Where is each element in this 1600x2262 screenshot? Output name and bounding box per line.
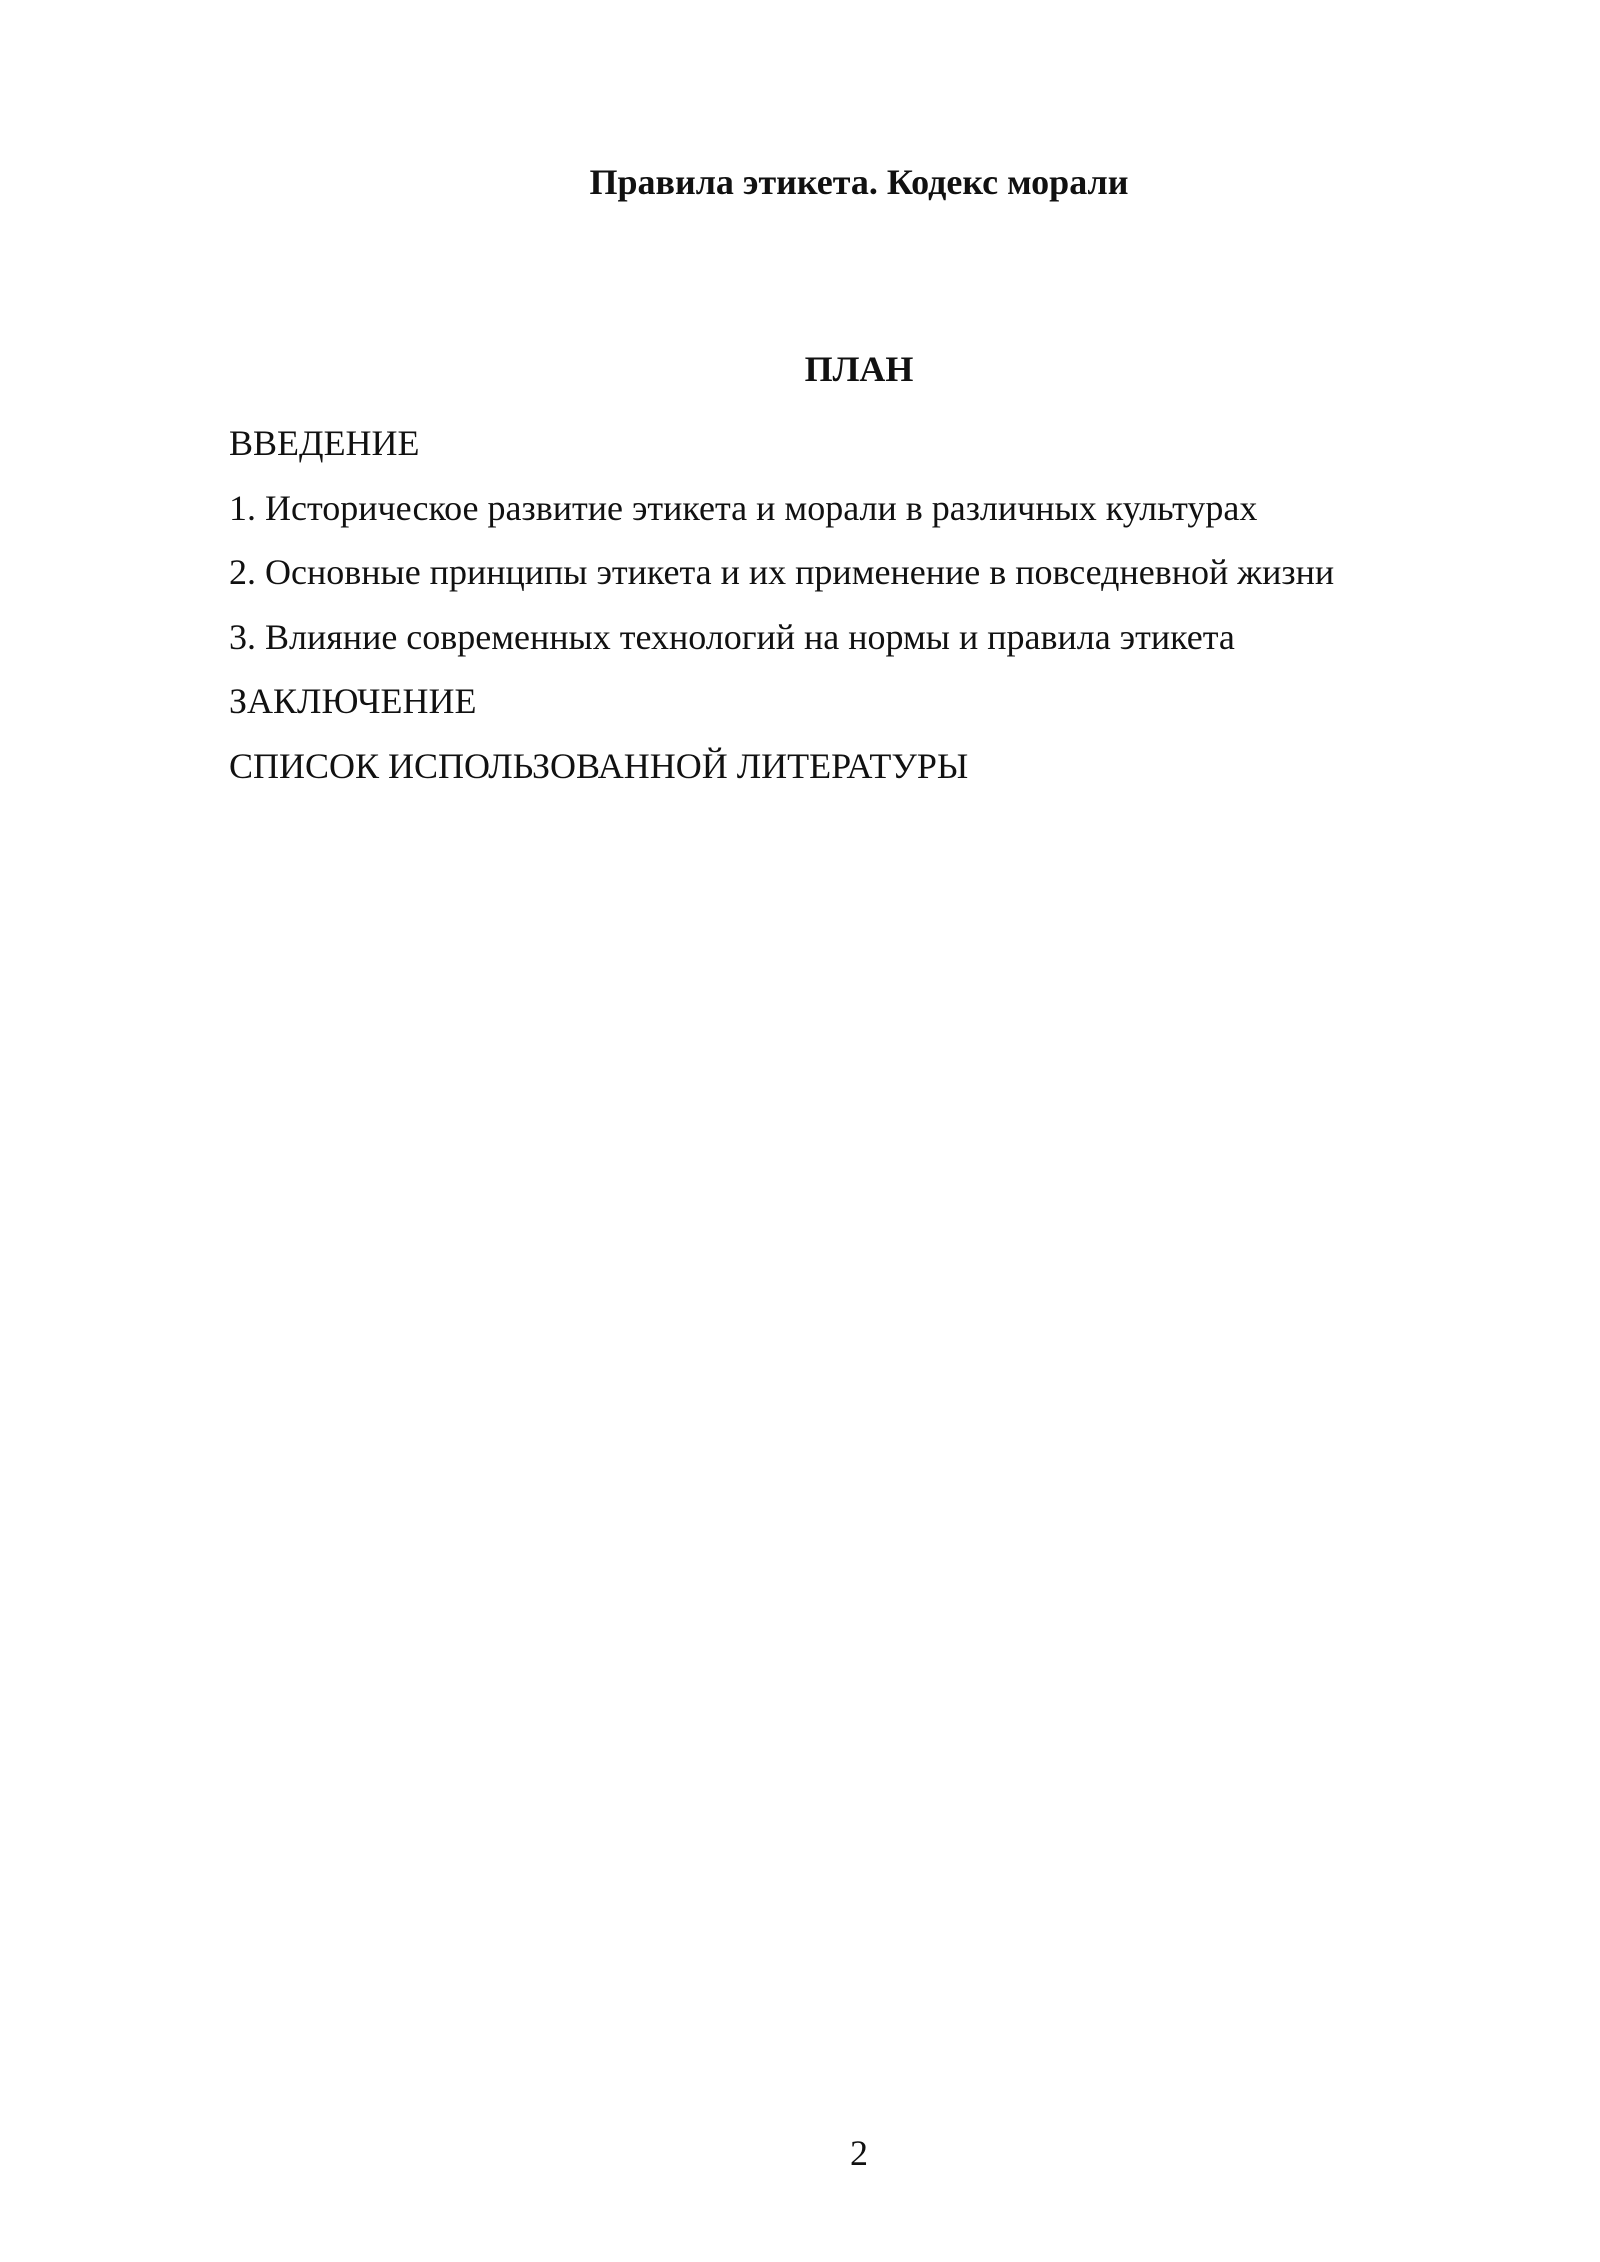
- toc-item-conclusion: ЗАКЛЮЧЕНИЕ: [229, 681, 477, 721]
- plan-heading: ПЛАН: [804, 349, 914, 389]
- toc-item-references: СПИСОК ИСПОЛЬЗОВАННОЙ ЛИТЕРАТУРЫ: [229, 745, 969, 786]
- toc-item-introduction: ВВЕДЕНИЕ: [229, 423, 420, 463]
- page-number: 2: [850, 2133, 868, 2173]
- document-title: Правила этикета. Кодекс морали: [589, 162, 1129, 202]
- toc-item-chapter-2: 2. Основные принципы этикета и их применение в повседневной жизни: [229, 552, 1335, 592]
- toc-item-chapter-1: 1. Историческое развитие этикета и морали в различных культурах: [229, 487, 1258, 528]
- toc-item-chapter-3: 3. Влияние современных технологий на нормы и правила этикета: [229, 616, 1235, 657]
- table-of-contents: [229, 421, 1529, 808]
